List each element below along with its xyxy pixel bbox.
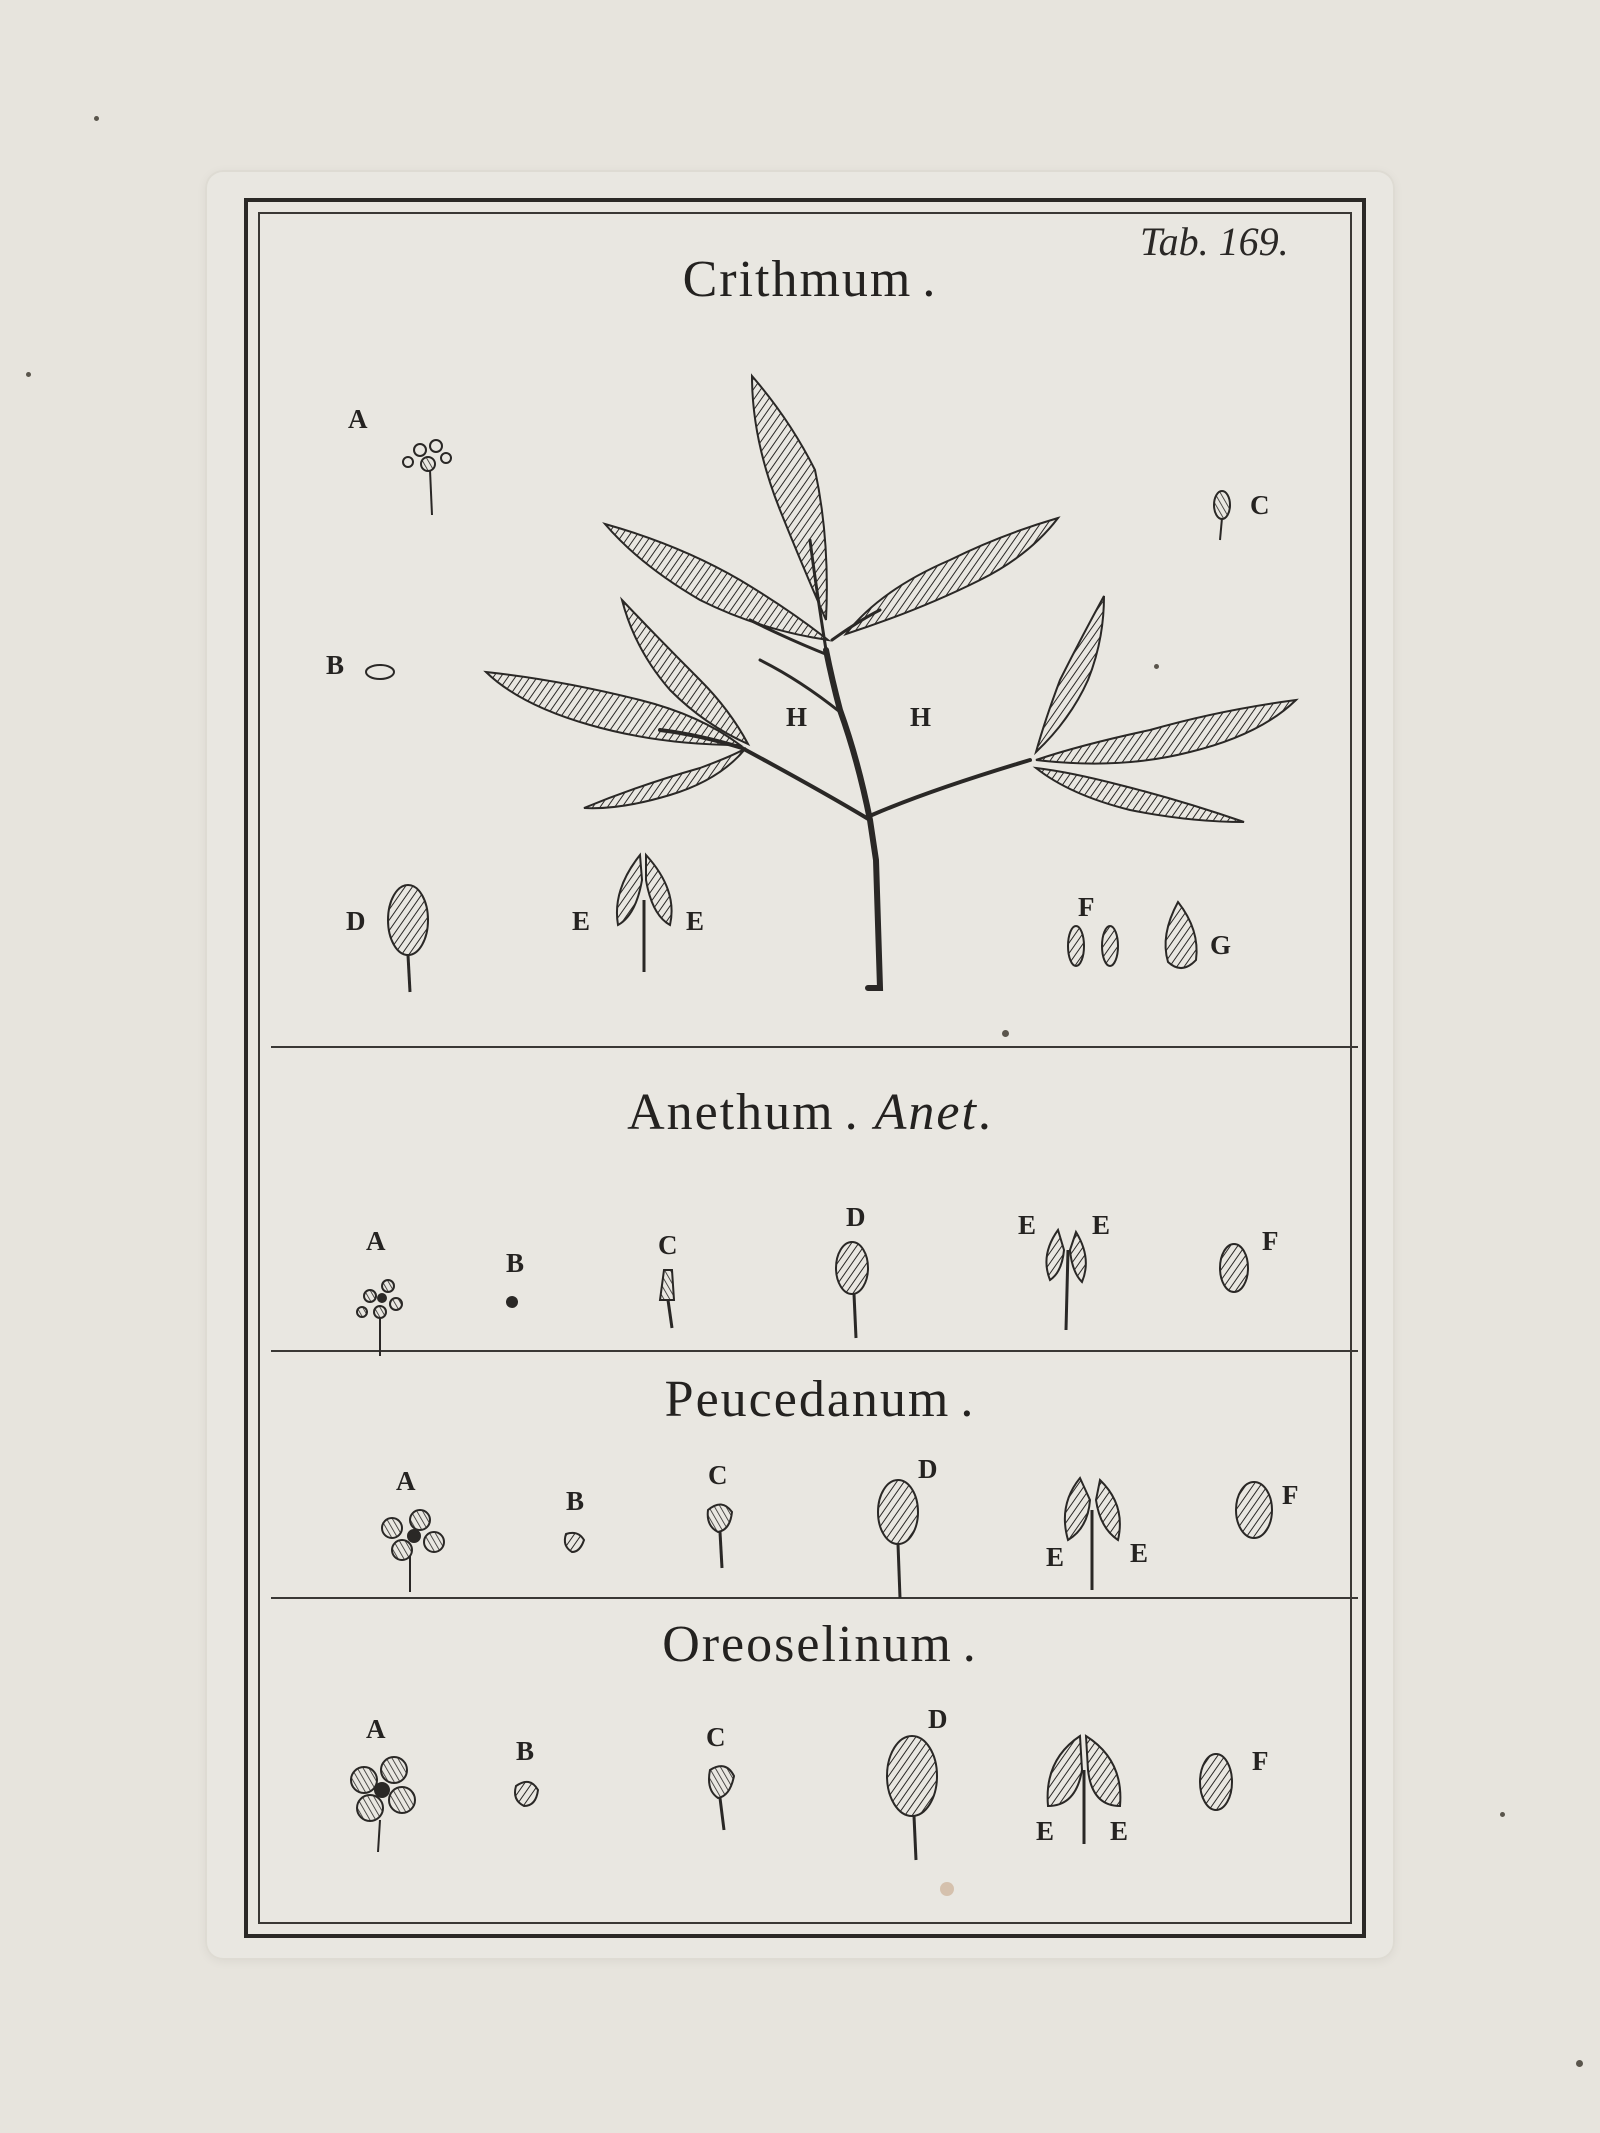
oreoselinum-fig-b [515,1782,538,1806]
crithmum-letter-f: F [1078,892,1095,922]
crithmum-fig-d [388,885,428,992]
crithmum-fig-g [1166,902,1197,968]
oreoselinum-title: Oreoselinum [662,1616,953,1673]
oreoselinum-letter-e-right: E [1110,1816,1129,1846]
section-title-anethum: Anethum . Anet. [627,1084,993,1141]
peucedanum-letter-d: D [918,1454,938,1484]
peucedanum-fig-a [382,1510,444,1592]
section-title-crithmum: Crithmum . [682,251,938,308]
paper-speck [1002,1030,1009,1037]
oreoselinum-letter-f: F [1252,1746,1269,1776]
peucedanum-letter-c: C [708,1460,728,1490]
paper-speck [1576,2060,1583,2067]
anethum-fig-e [1046,1230,1085,1330]
crithmum-fig-a [403,440,451,515]
peucedanum-fig-c [708,1504,732,1568]
anethum-fig-b [506,1296,518,1308]
anethum-letter-d: D [846,1202,866,1232]
peucedanum-fig-d [878,1480,918,1598]
oreoselinum-letter-e-left: E [1036,1816,1055,1846]
crithmum-fig-f [1068,926,1118,966]
oreoselinum-letter-a: A [366,1714,386,1744]
oreoselinum-fig-d [887,1736,937,1860]
oreoselinum-fig-e [1048,1736,1121,1844]
crithmum-letter-c: C [1250,490,1270,520]
peucedanum-fig-e [1065,1478,1120,1590]
plate-number: Tab. 169. [1140,219,1289,264]
anethum-letter-c: C [658,1230,678,1260]
section-title-oreoselinum: Oreoselinum . [662,1616,978,1673]
paper-speck [1500,1812,1505,1817]
crithmum-title: Crithmum [682,251,913,308]
oreoselinum-fig-c [709,1766,734,1830]
oreoselinum-fig-a [351,1757,415,1852]
anethum-letter-f: F [1262,1226,1279,1256]
crithmum-letter-e-right: E [686,906,705,936]
peucedanum-letter-f: F [1282,1480,1299,1510]
anethum-letter-b: B [506,1248,525,1278]
peucedanum-fig-f [1236,1482,1272,1538]
peucedanum-letter-e-left: E [1046,1542,1065,1572]
crithmum-fig-b [366,665,394,679]
crithmum-fig-e [617,855,672,972]
peucedanum-title: Peucedanum [664,1371,951,1428]
paper-speck [1154,664,1159,669]
crithmum-letter-a: A [348,404,368,434]
crithmum-letter-d: D [346,906,366,936]
peucedanum-letter-b: B [566,1486,585,1516]
peucedanum-fig-b [565,1533,584,1552]
peucedanum-letter-a: A [396,1466,416,1496]
anethum-subtitle: Anet [874,1084,978,1141]
anethum-letter-e-left: E [1018,1210,1037,1240]
oreoselinum-letter-d: D [928,1704,948,1734]
section-title-peucedanum: Peucedanum . [664,1371,976,1428]
crithmum-letter-h-right: H [910,702,932,732]
crithmum-letter-g: G [1210,930,1232,960]
anethum-letter-a: A [366,1226,386,1256]
paper-speck [26,372,31,377]
crithmum-letter-e-left: E [572,906,591,936]
anethum-fig-a [357,1280,402,1356]
anethum-fig-d [836,1242,868,1338]
paper-speck [94,116,99,121]
peucedanum-letter-e-right: E [1130,1538,1149,1568]
crithmum-letter-b: B [326,650,345,680]
crithmum-leaves [486,376,1296,822]
anethum-letter-e-right: E [1092,1210,1111,1240]
anethum-title: Anethum [627,1084,835,1141]
foxing-spot [940,1882,954,1896]
crithmum-letter-h-left: H [786,702,808,732]
oreoselinum-letter-b: B [516,1736,535,1766]
anethum-fig-c [660,1270,674,1328]
oreoselinum-fig-f [1200,1754,1232,1810]
anethum-fig-f [1220,1244,1248,1292]
crithmum-fig-c [1214,491,1230,540]
oreoselinum-letter-c: C [706,1722,726,1752]
